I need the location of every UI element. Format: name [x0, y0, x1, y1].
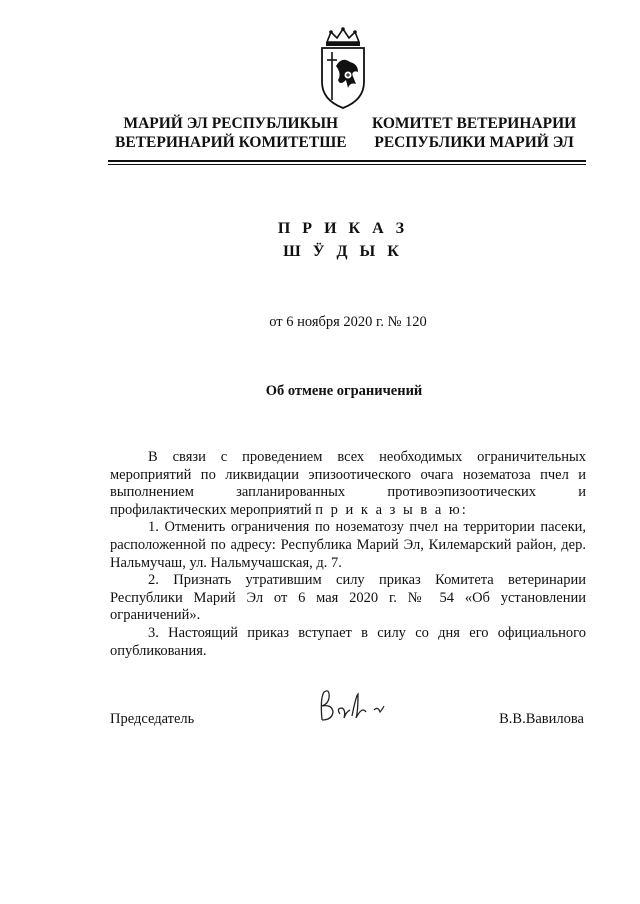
issuer-russian-line2: РЕСПУБЛИКИ МАРИЙ ЭЛ — [374, 134, 574, 151]
issuer-mari-name — [115, 114, 347, 152]
preamble-paragraph — [110, 449, 586, 519]
document-date-number: от 6 ноября 2020 г. № 120 — [269, 314, 427, 330]
issuer-mari-line1: МАРИЙ ЭЛ РЕСПУБЛИКЫН — [123, 115, 339, 132]
header-divider-thin — [108, 164, 586, 165]
order-word: п р и к а з ы в а ю: — [315, 501, 468, 518]
order-item-2: 2. Признать утратившим силу приказ Комитета ветеринарии Республики Марий Эл от 6 мая 2020 г. № 54 «Об установлении ограничений». — [110, 572, 586, 624]
document-body — [110, 449, 586, 660]
document-type-mari: Ш Ӱ Д Ы К — [283, 243, 403, 260]
issuer-mari-line2: ВЕТЕРИНАРИЙ КОМИТЕТШЕ — [115, 134, 347, 151]
handwritten-signature — [316, 686, 388, 726]
header-divider-thick — [108, 160, 586, 162]
signatory-name: В.В.Вавилова — [499, 711, 584, 727]
signatory-title: Председатель — [110, 711, 195, 727]
order-item-3: 3. Настоящий приказ вступает в силу со дня его официального опубликования. — [110, 624, 586, 659]
issuer-russian-line1: КОМИТЕТ ВЕТЕРИНАРИИ — [372, 115, 577, 132]
order-item-1: 1. Отменить ограничения по нозематозу пчел на территории пасеки, расположенной по адресу: Республика Марий Эл, Килемарский район, дер. Нальмучаш, ул. Нальмучашская, д. 7. — [110, 519, 586, 571]
issuer-russian-name — [372, 114, 576, 152]
document-type-russian: П Р И К А З — [277, 220, 409, 237]
coat-of-arms-icon — [318, 26, 368, 110]
document-subject: Об отмене ограничений — [265, 383, 423, 399]
preamble-text: В связи с проведением всех необходимых ограничительных мероприятий по ликвидации эпизоотического очага нозематоза пчел и выполнением запланированных противоэпизоотических и профилактических мероприятий — [110, 449, 586, 518]
